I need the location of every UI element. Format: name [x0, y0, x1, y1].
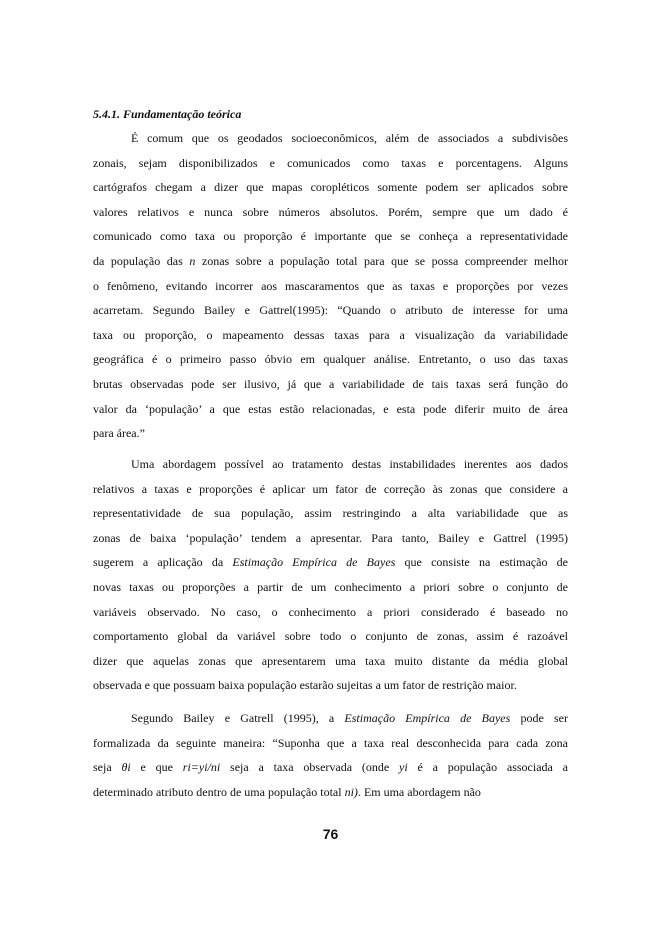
- paragraph-3-line: formalizada da seguinte maneira: “Suponha que a taxa real desconhecida para cada zona: [93, 735, 568, 750]
- page-number: 76: [322, 826, 339, 842]
- paragraph-1-line: comunicado como taxa ou proporção é importante que se conheça a representatividade: [93, 229, 568, 244]
- paragraph-3-line: determinado atributo dentro de uma população total ni). Em uma abordagem não: [93, 784, 481, 799]
- paragraph-3-line: seja θi e que ri=yi/ni seja a taxa observada (onde yi é a população associada a: [93, 760, 568, 775]
- paragraph-3: [93, 706, 568, 804]
- paragraph-1-line: brutas observadas pode ser ilusivo, já que a variabilidade de tais taxas será função do: [93, 376, 568, 391]
- paragraph-2-line: variáveis observado. No caso, o conhecimento a priori considerado é baseado no: [93, 604, 568, 619]
- paragraph-1-line: valores relativos e nunca sobre números absolutos. Porém, sempre que um dado é: [93, 204, 568, 219]
- paragraph-2-line: Uma abordagem possível ao tratamento destas instabilidades inerentes aos dados: [131, 457, 568, 471]
- paragraph-1-line: É comum que os geodados socioeconômicos, além de associados a subdivisões: [131, 131, 568, 145]
- paragraph-2-line: zonas de baixa ‘população’ tendem a apresentar. Para tanto, Bailey e Gattrel (1995): [93, 530, 568, 545]
- paragraph-2-line: comportamento global da variável sobre todo o conjunto de zonas, assim é razoável: [93, 629, 568, 644]
- paragraph-2-line: representatividade de sua população, assim restringindo a alta variabilidade que as: [93, 506, 568, 521]
- paragraph-2-line: relativos a taxas e proporções é aplicar um fator de correção às zonas que considere a: [93, 481, 568, 496]
- paragraph-1-line: o fenômeno, evitando incorrer aos mascaramentos que as taxas e proporções por vezes: [93, 278, 568, 293]
- paragraph-3-line: Segundo Bailey e Gatrell (1995), a Estimação Empírica de Bayes pode ser: [131, 711, 568, 725]
- paragraph-1-line: cartógrafos chegam a dizer que mapas coropléticos somente podem ser aplicados sobre: [93, 180, 568, 195]
- paragraph-1-line: para área.”: [93, 426, 145, 441]
- paragraph-2-line: dizer que aquelas zonas que apresentarem uma taxa muito distante da média global: [93, 653, 568, 668]
- paragraph-2-line: sugerem a aplicação da Estimação Empírica de Bayes que consiste na estimação de: [93, 555, 568, 570]
- paragraph-1-line: geográfica é o primeiro passo óbvio em qualquer análise. Entretanto, o uso das taxas: [93, 352, 568, 367]
- paragraph-2-line: novas taxas ou proporções a partir de um conhecimento a priori sobre o conjunto de: [93, 579, 568, 594]
- paragraph-1: [93, 126, 568, 446]
- paragraph-2: [93, 452, 568, 698]
- paragraph-1-line: taxa ou proporção, o mapeamento dessas taxas para a visualização da variabilidade: [93, 327, 568, 342]
- paragraph-1-line: valor da ‘população’ a que estas estão relacionadas, e esta pode diferir muito de área: [93, 401, 568, 416]
- paragraph-1-line: zonais, sejam disponibilizados e comunicados como taxas e porcentagens. Alguns: [93, 155, 568, 170]
- section-heading: 5.4.1. Fundamentação teórica: [93, 107, 242, 121]
- paragraph-2-line: observada e que possuam baixa população estarão sujeitas a um fator de restrição maior.: [93, 678, 517, 693]
- paragraph-1-line: da população das n zonas sobre a população total para que se possa compreender melhor: [93, 253, 569, 268]
- paragraph-1-line: acarretam. Segundo Bailey e Gattrel(1995): “Quando o atributo de interesse for uma: [93, 303, 568, 318]
